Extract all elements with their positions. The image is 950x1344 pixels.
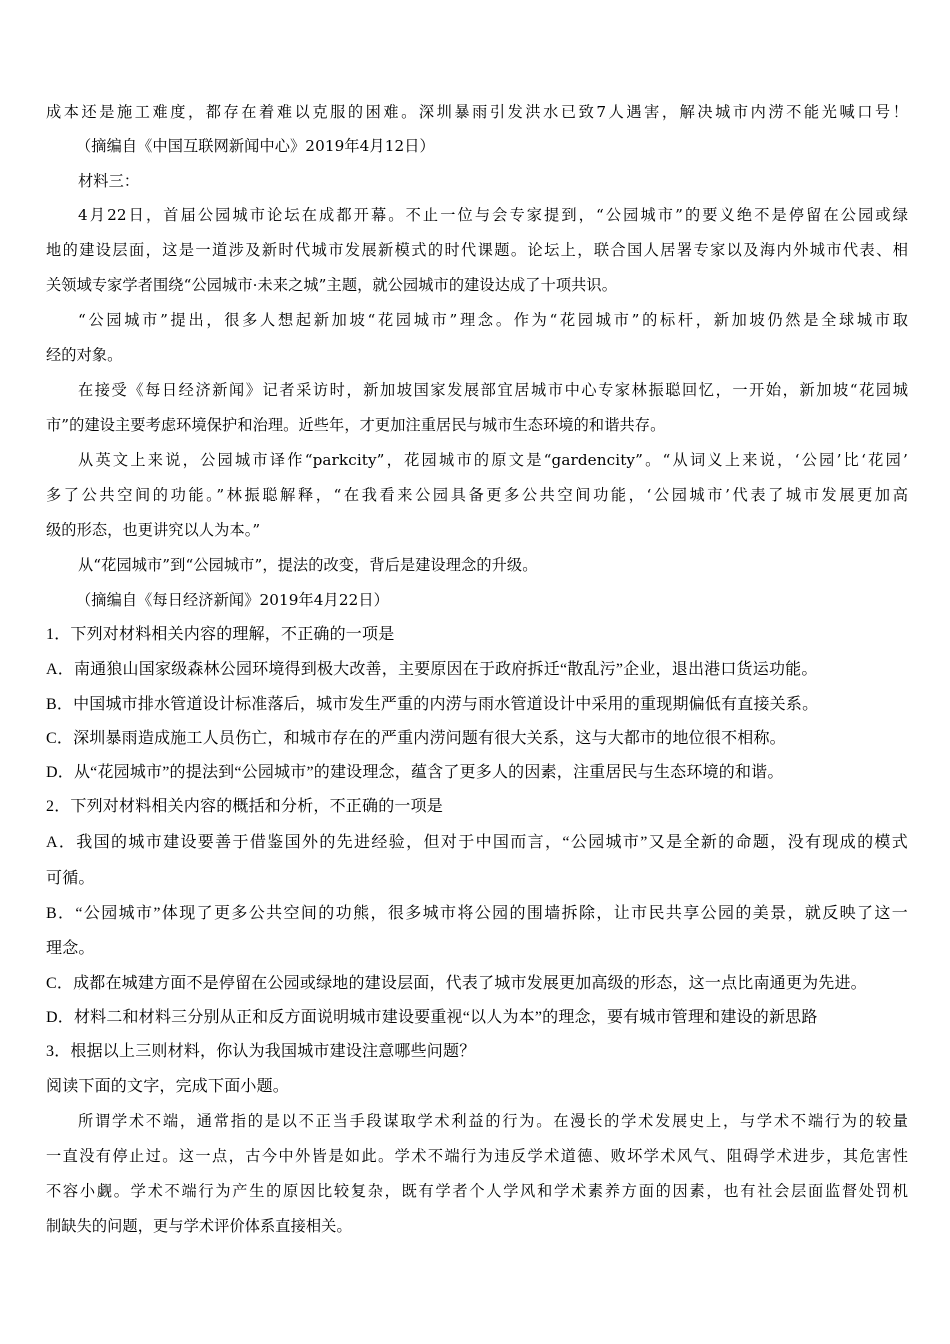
source-citation: （摘编自《中国互联网新闻中心》2019年4月12日） [76,137,435,155]
question-3-stem: 3．根据以上三则材料，你认为我国城市建设注意哪些问题？ [46,1043,476,1060]
text-line: 地的建设层面，这是一道涉及新时代城市发展新模式的时代课题。论坛上，联合国人居署专家以及海内外城市代表、相 [46,241,908,259]
text-line: 成本还是施工难度，都存在着难以克服的困难。深圳暴雨引发洪水已致7人遇害，解决城市内涝不能光喊口号！ [46,103,908,121]
text-line: 经的对象。 [46,346,123,364]
question-2-option-d: D．材料二和材料三分别从正和反方面说明城市建设要重视“以人为本”的理念，要有城市管理和建设的新思路 [46,1009,818,1026]
text-line: 所谓学术不端，通常指的是以不正当手段谋取学术利益的行为。在漫长的学术发展史上，与学术不端行为的较量 [78,1112,908,1130]
text-line: 制缺失的问题，更与学术评价体系直接相关。 [46,1217,352,1235]
text-line: 从“花园城市”到“公园城市”，提法的改变，背后是建设理念的升级。 [78,556,538,574]
question-2-option-b: B．“公园城市”体现了更多公共空间的功熊，很多城市将公园的围墙拆除，让市民共享公园的美景，就反映了这一 [46,905,908,922]
text-line: 级的形态，也更讲究以人为本。” [46,521,261,539]
text-line: 市”的建设主要考虑环境保护和治理。近些年，才更加注重居民与城市生态环境的和谐共存。 [46,416,666,434]
question-2-stem: 2．下列对材料相关内容的概括和分析，不正确的一项是 [46,798,444,815]
question-1-option-a: A．南通狼山国家级森林公园环境得到极大改善，主要原因在于政府拆迁“散乱污”企业，退出港口货运功能。 [46,661,818,678]
question-2-option-a-cont: 可循。 [46,870,95,887]
question-1-option-d: D．从“花园城市”的提法到“公园城市”的建设理念，蕴含了更多人的因素，注重居民与生态环境的和谐。 [46,764,784,781]
text-line: 关领域专家学者围绕“公园城市·未来之城”主题，就公园城市的建设达成了十项共识。 [46,276,618,294]
question-2-option-c: C．成都在城建方面不是停留在公园或绿地的建设层面，代表了城市发展更加高级的形态，这一点比南通更为先进。 [46,975,867,992]
question-1-option-b: B．中国城市排水管道设计标准落后，城市发生严重的内涝与雨水管道设计中采用的重现期偏低有直接关系。 [46,696,819,713]
question-2-option-a: A．我国的城市建设要善于借鉴国外的先进经验，但对于中国而言，“公园城市”又是全新的命题，没有现成的模式 [46,834,908,851]
question-1-stem: 1．下列对材料相关内容的理解，不正确的一项是 [46,626,395,643]
text-line: 一直没有停止过。这一点，古今中外皆是如此。学术不端行为违反学术道德、败坏学术风气、阻碍学术进步，其危害性 [46,1147,908,1165]
text-line: 4月22日，首届公园城市论坛在成都开幕。不止一位与会专家提到，“公园城市”的要义绝不是停留在公园或绿 [78,206,908,224]
text-line: 从英文上来说，公园城市译作“parkcity”，花园城市的原文是“gardencity”。“从词义上来说，‘公园’比‘花园’ [78,451,908,469]
reading-instruction: 阅读下面的文字，完成下面小题。 [46,1078,290,1095]
question-2-option-b-cont: 理念。 [46,940,95,957]
section-heading: 材料三： [78,172,140,190]
text-line: 多了公共空间的功能。”林振聪解释，“在我看来公园具备更多公共空间功能，‘公园城市’代表了城市发展更加高 [46,486,908,504]
text-line: “公园城市”提出，很多人想起新加坡“花园城市”理念。作为“花园城市”的标杆，新加坡仍然是全球城市取 [78,311,908,329]
text-line: 不容小觑。学术不端行为产生的原因比较复杂，既有学者个人学风和学术素养方面的因素，也有社会层面监督处罚机 [46,1182,908,1200]
text-line: 在接受《每日经济新闻》记者采访时，新加坡国家发展部宜居城市中心专家林振聪回忆，一开始，新加坡“花园城 [78,381,908,399]
question-1-option-c: C．深圳暴雨造成施工人员伤亡，和城市存在的严重内涝问题有很大关系，这与大都市的地位很不相称。 [46,730,786,747]
source-citation: （摘编自《每日经济新闻》2019年4月22日） [76,591,389,609]
